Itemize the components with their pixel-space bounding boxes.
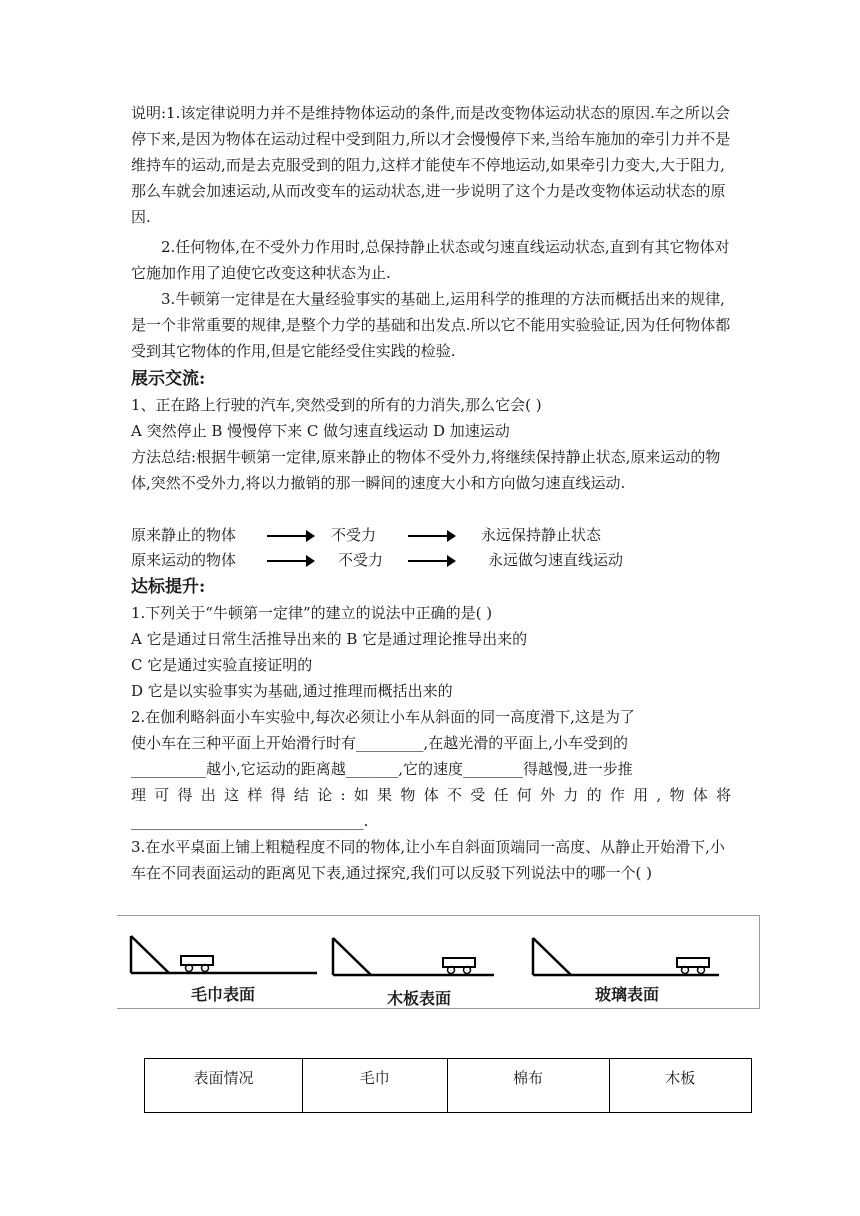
section-heading-improve: 达标提升: (131, 577, 206, 597)
label-towel-surface: 毛巾表面 (191, 985, 256, 1004)
table-header-cell: 表面情况 (145, 1059, 303, 1113)
exercise-2-line-5: _______________________________. (131, 812, 369, 830)
exercise-2-line-3: __________越小,它运动的距离越_______,它的速度________得越慢,进一步推 (131, 760, 633, 778)
arrow-right-icon (408, 535, 454, 537)
label-wood-surface: 木板表面 (387, 989, 452, 1008)
arrow-right-icon (267, 560, 313, 562)
exercise-1-options-ab: A 它是通过日常生活推导出来的 B 它是通过理论推导出来的 (131, 630, 528, 648)
surface-distance-table (144, 1058, 752, 1113)
exercise-2-line-2: 使小车在三种平面上开始滑行时有_________,在越光滑的平面上,小车受到的 (131, 734, 629, 752)
arrow-right-icon (408, 560, 454, 562)
question-1-options: A 突然停止 B 慢慢停下来 C 做匀速直线运动 D 加速运动 (131, 422, 510, 440)
summary-row-static (131, 523, 751, 547)
table-header-row (145, 1059, 752, 1113)
table-header-cell: 毛巾 (303, 1059, 447, 1113)
explanation-paragraph-3: 3.牛顿第一定律是在大量经验事实的基础上,运用科学的推理的方法而概括出来的规律,是一个非常重要的规律,是整个力学的基础和出发点.所以它不能用实验验证,因为任何物体都受到其它物体的作用,但是它能经受住实践的检验. (131, 290, 731, 360)
row2-col-c: 永远做匀速直线运动 (488, 551, 624, 569)
arrow-right-icon (267, 535, 313, 537)
row1-col-b: 不受力 (331, 526, 377, 544)
incline-experiment-figure (117, 915, 760, 1009)
row2-col-b: 不受力 (338, 551, 384, 569)
explanation-paragraph-1: 说明:1.该定律说明力并不是维持物体运动的条件,而是改变物体运动状态的原因.车之所以会停下来,是因为物体在运动过程中受到阻力,所以才会慢慢停下来,当给车施加的牵引力并不是维持车的运动,而是去克服受到的阻力,这样才能使车不停地运动,如果牵引力变大,大于阻力,那么车就会加速运动,从而改变车的运动状态,进一步说明了这个力是改变物体运动状态的原因. (131, 104, 731, 226)
exercise-1: 1.下列关于“牛顿第一定律”的建立的说法中正确的是( ) (131, 604, 493, 622)
question-1: 1、正在路上行驶的汽车,突然受到的所有的力消失,那么它会( ) (131, 396, 542, 414)
exercise-1-option-d: D 它是以实验事实为基础,通过推理而概括出来的 (131, 682, 453, 700)
exercise-3: 3.在水平桌面上铺上粗糙程度不同的物体,让小车自斜面顶端同一高度、从静止开始滑下,小车在不同表面运动的距离见下表,通过探究,我们可以反驳下列说法中的哪一个( ) (131, 838, 725, 882)
table-header-cell: 木板 (609, 1059, 751, 1113)
exercise-2-line-4: 理可得出这样得结论:如果物体不受任何外力的作用,物体将 (131, 786, 731, 804)
exercise-1-option-c: C 它是通过实验直接证明的 (131, 656, 313, 674)
explanation-paragraph-2: 2.任何物体,在不受外力作用时,总保持静止状态或匀速直线运动状态,直到有其它物体对它施加作用了迫使它改变这种状态为止. (131, 238, 730, 282)
exercise-2-line-1: 2.在伽利略斜面小车实验中,每次必须让小车从斜面的同一高度滑下,这是为了 (131, 708, 635, 726)
table-header-cell: 棉布 (447, 1059, 609, 1113)
row1-col-a: 原来静止的物体 (131, 526, 237, 544)
summary-row-moving (131, 548, 751, 572)
section-heading-display: 展示交流: (131, 369, 206, 389)
method-summary: 方法总结:根据牛顿第一定律,原来静止的物体不受外力,将继续保持静止状态,原来运动的物体,突然不受外力,将以力撤销的那一瞬间的速度大小和方向做匀速直线运动. (131, 448, 721, 492)
row2-col-a: 原来运动的物体 (131, 551, 237, 569)
row1-col-c: 永远保持静止状态 (481, 526, 602, 544)
label-glass-surface: 玻璃表面 (595, 985, 660, 1004)
